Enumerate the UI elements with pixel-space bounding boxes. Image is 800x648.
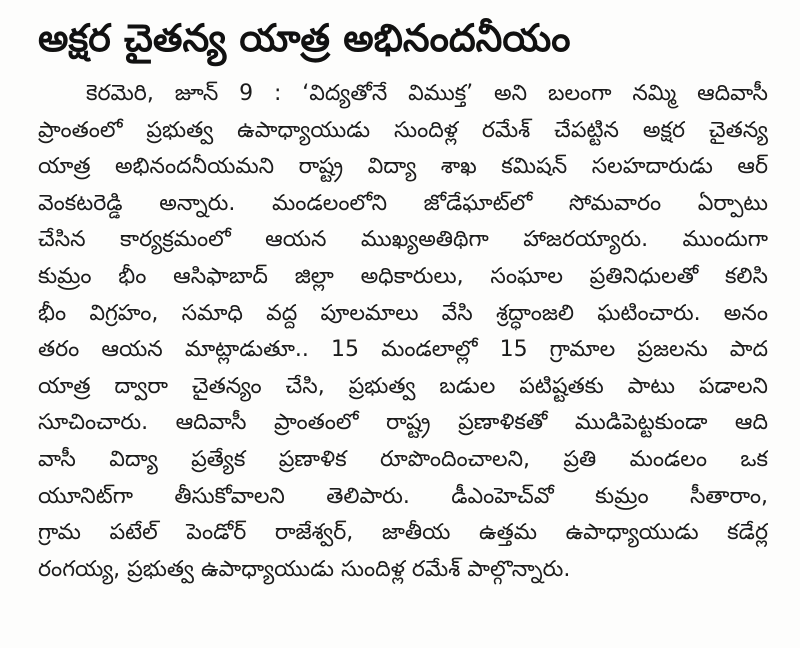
body-line-last: రంగయ్య, ప్రభుత్వ ఉపాధ్యాయుడు సుందిళ్ల రమేశ్ పాల్గొన్నారు. bbox=[38, 556, 571, 582]
body-line: కుమ్రం భీం ఆసిఫాబాద్ జిల్లా అధికారులు, సంఘాల ప్రతినిధులతో కలిసి bbox=[38, 263, 768, 289]
body-line: ప్రాంతంలో ప్రభుత్వ ఉపాధ్యాయుడు సుందిళ్ల రమేశ్ చేపట్టిన అక్షర చైతన్య bbox=[38, 117, 768, 143]
body-line: చేసిన కార్యక్రమంలో ఆయన ముఖ్యఅతిథిగా హాజరయ్యారు. ముందుగా bbox=[38, 227, 768, 253]
body-line: యాత్ర ద్వారా చైతన్యం చేసి, ప్రభుత్వ బడుల పటిష్టతకు పాటు పడాలని bbox=[38, 373, 768, 399]
body-line: వెంకటరెడ్డి అన్నారు. మండలంలోని జోడేఘాట్‌లో సోమవారం ఏర్పాటు bbox=[38, 190, 768, 216]
body-line: వాసీ విద్యా ప్రత్యేక ప్రణాళిక రూపొందించాలని, ప్రతి మండలం ఒక bbox=[38, 446, 768, 472]
body-line: యాత్ర అభినందనీయమని రాష్ట్ర విద్యా శాఖ కమిషన్ సలహదారుడు ఆర్ bbox=[38, 154, 768, 180]
body-line: సూచించారు. ఆదివాసీ ప్రాంతంలో రాష్ట్ర ప్రణాళికతో ముడిపెట్టకుండా ఆది bbox=[38, 410, 768, 436]
headline: అక్షర చైతన్య యాత్ర అభినందనీయం bbox=[38, 16, 571, 60]
body-line: కెరమెరి, జూన్ 9 : ‘విద్యతోనే విముక్త’ అని బలంగా నమ్మి ఆదివాసీ bbox=[86, 81, 768, 106]
body-line: గ్రామ పటేల్ పెండోర్ రాజేశ్వర్, జాతీయ ఉత్తమ ఉపాధ్యాయుడు కడేర్ల bbox=[38, 520, 768, 546]
body-line: తరం ఆయన మాట్లాడుతూ.. 15 మండలాల్లో 15 గ్రామాల ప్రజలను పాద bbox=[38, 337, 768, 363]
body-line: యూనిట్‌గా తీసుకోవాలని తెలిపారు. డీఎంహెచ్‌వో కుమ్రం సీతారాం, bbox=[38, 483, 768, 509]
article-body bbox=[38, 76, 768, 588]
body-line: భీం విగ్రహం, సమాధి వద్ద పూలమాలు వేసి శ్రద్ధాంజలి ఘటించారు. అనం bbox=[38, 300, 768, 326]
